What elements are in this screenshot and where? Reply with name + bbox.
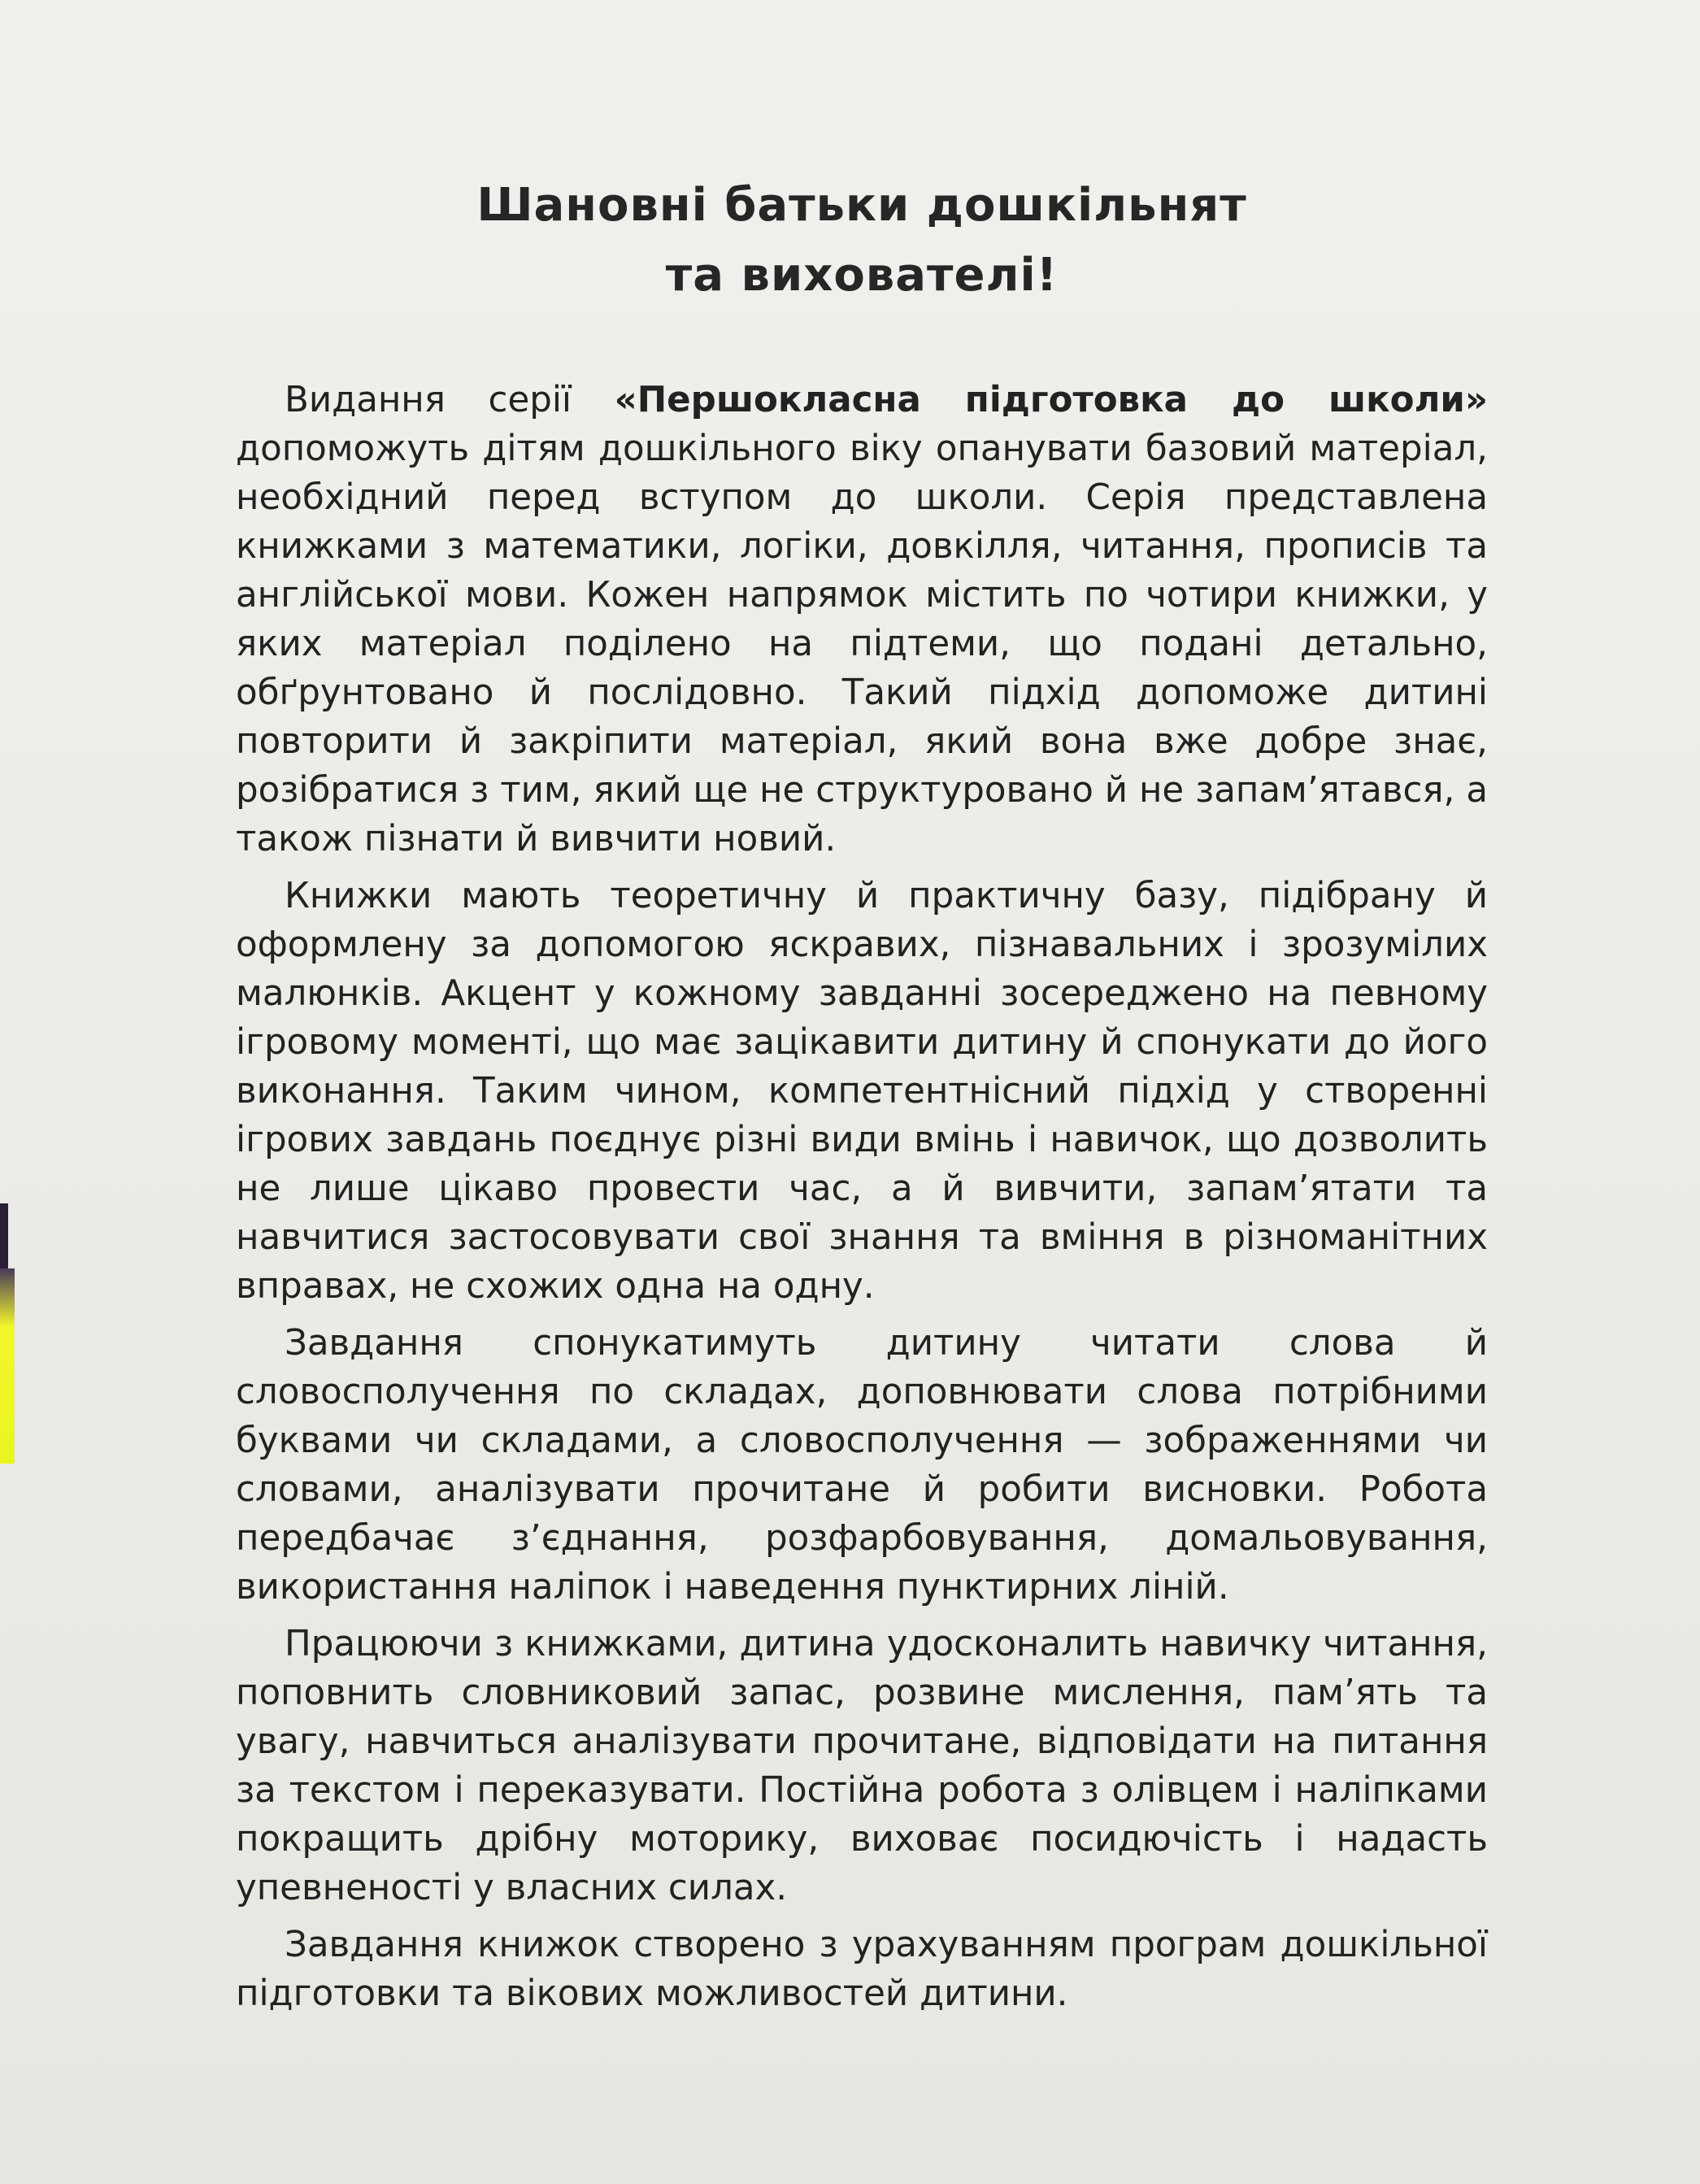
document-body <box>236 171 1488 2026</box>
page-title <box>236 171 1488 311</box>
paragraph-2: Книжки мають теоретичну й практичну базу, підібрану й оформлену за допомогою яскравих, пізнавальних і зрозумілих малюнків. Акцент у кожному завданні зосереджено на певному ігровому моменті, що має зацікавити дитину й спонукати до його виконання. Таким чином, компетентнісний підхід у створенні ігрових завдань поєднує різні види вмінь і навичок, що дозволить не лише цікаво провести час, а й вивчити, запам’ятати та навчитися застосовувати свої знання та вміння в різноманітних вправах, не схожих одна на одну. <box>236 876 1488 1307</box>
paragraph-5: Завдання книжок створено з урахуванням програм дошкільної підготовки та вікових можливостей дитини. <box>236 1925 1488 2014</box>
paragraph-3: Завдання спонукатимуть дитину читати слова й словосполучення по складах, доповнювати слова потрібними буквами чи складами, а словосполучення — зображеннями чи словами, аналізувати прочитане й робити висновки. Робота передбачає з’єднання, розфарбовування, домальовування, використання наліпок і наведення пунктирних ліній. <box>236 1323 1488 1608</box>
intro-text-rest: допоможуть дітям дошкільного віку опанувати базовий матеріал, необхідний перед вступом до школи. Серія представлена книжками з математики, логіки, довкілля, читання, прописів та англійської мови. Кожен напрямок містить по чотири книжки, у яких матеріал поділено на підтеми, що подані детально, обґрунтовано й послідовно. Такий підхід допоможе дитині повторити й закріпити матеріал, який вона вже добре знає, розібратися з тим, який ще не структуровано й не запам’ятався, а також пізнати й вивчити новий. <box>236 429 1488 859</box>
title-line-2: та вихователі! <box>665 249 1059 302</box>
page-edge-highlight <box>0 1268 15 1464</box>
series-name: «Першокласна підготовка до школи» <box>614 380 1489 420</box>
page-edge-shadow <box>0 1203 8 1277</box>
paragraph-intro <box>236 376 1488 864</box>
intro-text-start: Видання серії <box>285 380 615 420</box>
paragraph-4: Працюючи з книжками, дитина удосконалить навичку читання, поповнить словниковий запас, розвине мислення, пам’ять та увагу, навчиться аналізувати прочитане, відповідати на питання за текстом і переказувати. Постійна робота з олівцем і наліпками покращить дрібну моторику, виховає посидючість і надасть упевненості у власних силах. <box>236 1624 1488 1908</box>
title-line-1: Шановні батьки дошкільнят <box>476 179 1247 232</box>
